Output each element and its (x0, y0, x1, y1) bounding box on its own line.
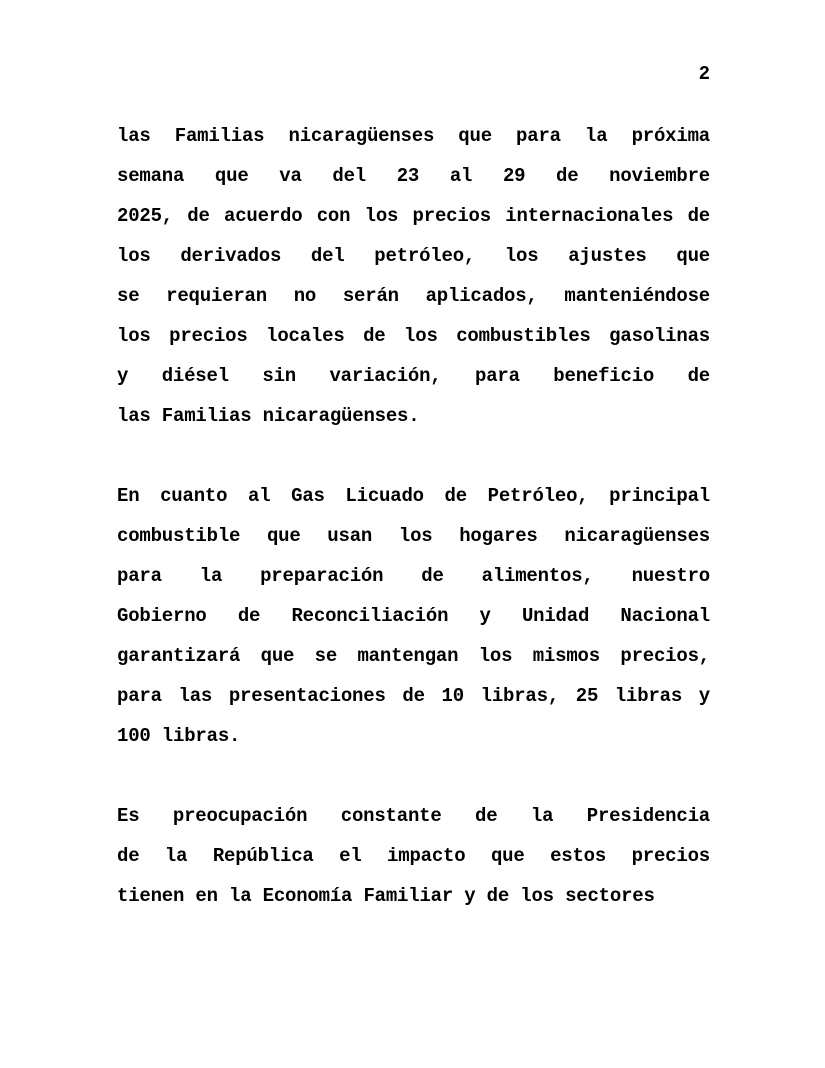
text-line: 2025, de acuerdo con los precios internacionales de (117, 205, 710, 227)
text-line: para la preparación de alimentos, nuestro (117, 565, 710, 587)
page-number: 2 (698, 63, 710, 85)
text-line: las Familias nicaragüenses que para la próxima (117, 125, 710, 147)
text-line: y diésel sin variación, para beneficio de (117, 365, 710, 387)
text-line: los precios locales de los combustibles gasolinas (117, 325, 710, 347)
text-line: se requieran no serán aplicados, manteniéndose (117, 285, 710, 307)
text-line: En cuanto al Gas Licuado de Petróleo, principal (117, 485, 710, 507)
text-line: de la República el impacto que estos precios (117, 845, 710, 867)
text-line: 100 libras. (117, 725, 241, 747)
text-line: tienen en la Economía Familiar y de los sectores (117, 885, 655, 907)
text-line: los derivados del petróleo, los ajustes que (117, 245, 710, 267)
text-line: para las presentaciones de 10 libras, 25 libras y (117, 685, 710, 707)
text-line: combustible que usan los hogares nicaragüenses (117, 525, 710, 547)
text-line: Gobierno de Reconciliación y Unidad Nacional (117, 605, 710, 627)
text-line: garantizará que se mantengan los mismos precios, (117, 645, 710, 667)
paragraph (117, 796, 710, 916)
paragraph (117, 116, 710, 436)
document-body (117, 116, 710, 916)
text-line: semana que va del 23 al 29 de noviembre (117, 165, 710, 187)
paragraph (117, 476, 710, 756)
text-line: las Familias nicaragüenses. (117, 405, 420, 427)
text-line: Es preocupación constante de la Presidencia (117, 805, 710, 827)
